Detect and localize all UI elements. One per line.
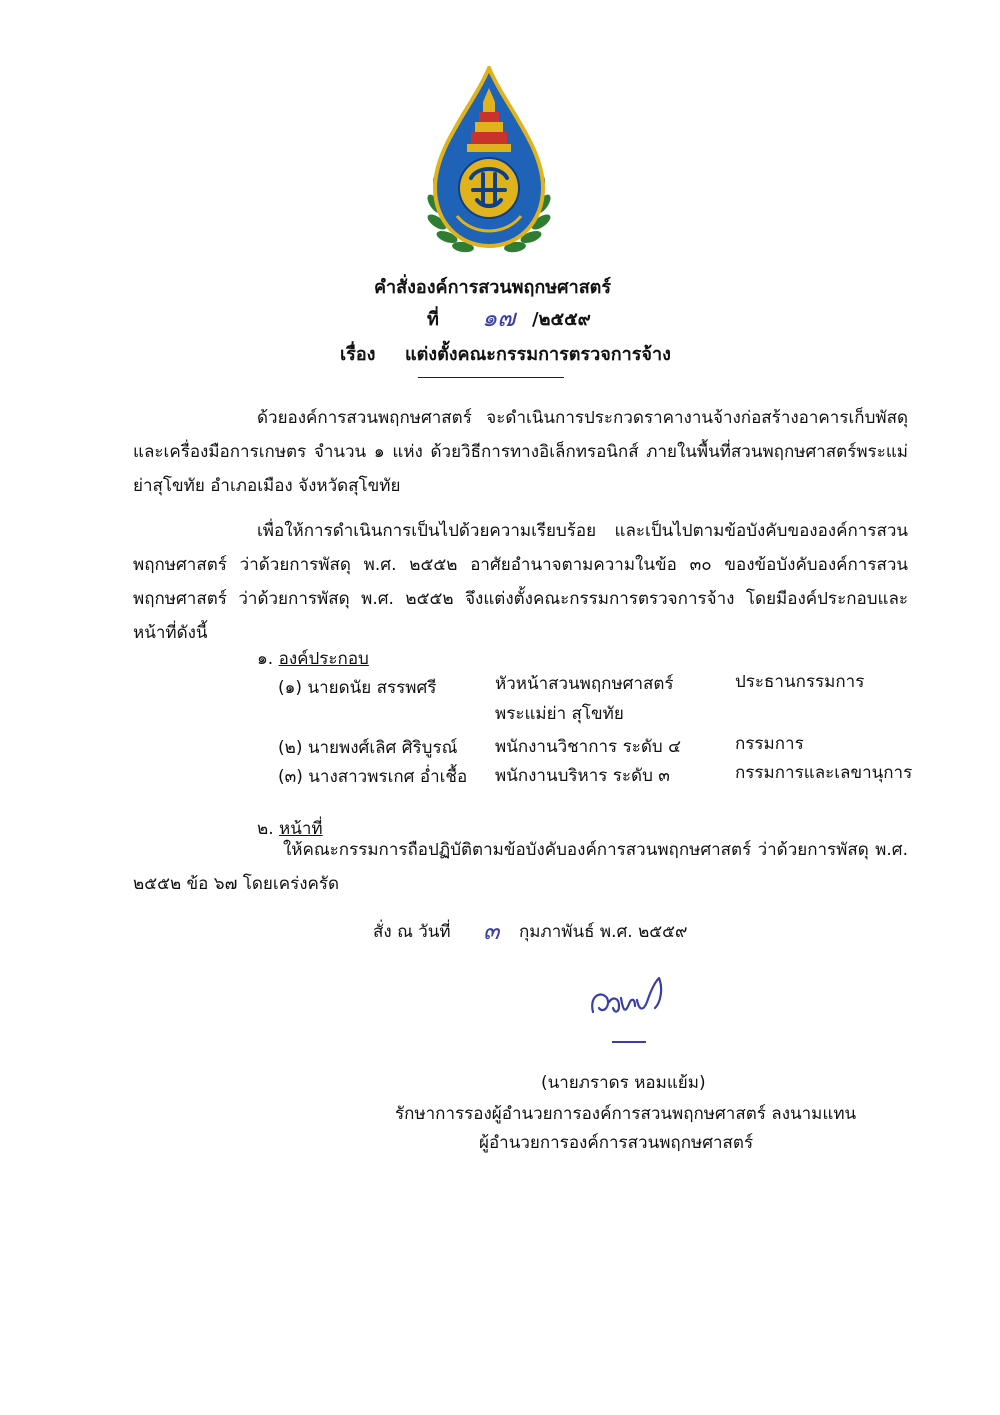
section-2-number: ๒. (257, 819, 274, 839)
handwritten-signature (585, 968, 675, 1034)
order-title: คำสั่งองค์การสวนพฤกษศาสตร์ (374, 277, 612, 298)
member-2-name-text: นายพงศ์เลิศ ศิริบูรณ์ (307, 738, 458, 758)
member-3-position: พนักงานบริหาร ระดับ ๓ (495, 766, 670, 786)
section-1-heading (257, 645, 369, 672)
member-1-position: หัวหน้าสวนพฤกษศาสตร์ (495, 674, 674, 694)
section-2-title: หน้าที่ (279, 819, 323, 839)
member-1-position-line2: พระแม่ย่า สุโขทัย (495, 704, 624, 724)
order-number-handwritten: ๑๗ (482, 304, 516, 332)
member-1-name-text: นายดนัย สรรพศรี (307, 678, 437, 698)
member-1-role: ประธานกรรมการ (735, 672, 865, 692)
order-date-day-handwritten: ๓ (483, 917, 500, 945)
section-2-paragraph (133, 833, 908, 901)
member-1-no: (๑) (278, 678, 303, 698)
member-3-name (278, 763, 467, 790)
signatory-title-line-2: ผู้อำนวยการองค์การสวนพฤกษศาสตร์ (479, 1133, 754, 1153)
paragraph-2 (133, 514, 908, 650)
paragraph-1-text: ด้วยองค์การสวนพฤกษศาสตร์ จะดำเนินการประกวดราคางานจ้างก่อสร้างอาคารเก็บพัสดุและเครื่องมือการเกษตร จำนวน ๑ แห่ง ด้วยวิธีการทางอิเล็กทรอนิกส์ ภายในพื้นที่สวนพฤกษศาสตร์พระแม่ย่าสุโขทัย อำเภอเมือง จังหวัดสุโขทัย (133, 408, 908, 496)
member-2-name (278, 734, 457, 761)
member-3-no: (๓) (278, 767, 303, 787)
section-1-number: ๑. (257, 649, 274, 669)
member-2-position: พนักงานวิชาการ ระดับ ๔ (495, 737, 681, 757)
paragraph-1 (133, 401, 908, 503)
header-separator (418, 377, 564, 378)
signature-underline (612, 1041, 646, 1043)
order-date-month-year: กุมภาพันธ์ พ.ศ. ๒๕๕๙ (519, 922, 688, 942)
member-3-name-text: นางสาวพรเกศ อ่ำเชื้อ (308, 767, 468, 787)
order-number-prefix: ที่ (427, 309, 439, 330)
member-2-no: (๒) (278, 738, 303, 758)
paragraph-2-text: เพื่อให้การดำเนินการเป็นไปด้วยความเรียบร้อย และเป็นไปตามข้อบังคับขององค์การสวนพฤกษศาสตร์ ว่าด้วยการพัสดุ พ.ศ. ๒๕๕๒ อาศัยอำนาจตามความในข้อ ๓๐ ของข้อบังคับองค์การสวนพฤกษศาสตร์ ว่าด้วยการพัสดุ พ.ศ. ๒๕๕๒ จึงแต่งตั้งคณะกรรมการตรวจการจ้าง โดยมีองค์ประกอบและหน้าที่ดังนี้ (133, 521, 908, 643)
member-3-role: กรรมการและเลขานุการ (735, 763, 913, 783)
order-number-year: /๒๕๕๙ (532, 309, 591, 330)
member-1-name (278, 674, 436, 701)
organization-logo-emblem (425, 66, 553, 256)
signatory-name: (นายภราดร หอมแย้ม) (541, 1073, 706, 1093)
section-2-text: ให้คณะกรรมการถือปฏิบัติตามข้อบังคับองค์การสวนพฤกษศาสตร์ ว่าด้วยการพัสดุ พ.ศ. ๒๕๕๒ ข้อ ๖๗ โดยเคร่งครัด (133, 840, 908, 894)
signatory-title-line-1: รักษาการรองผู้อำนวยการองค์การสวนพฤกษศาสตร์ ลงนามแทน (395, 1104, 857, 1124)
section-1-title: องค์ประกอบ (278, 649, 369, 669)
subject-text: แต่งตั้งคณะกรรมการตรวจการจ้าง (405, 344, 671, 365)
member-2-role: กรรมการ (735, 734, 804, 754)
subject-label: เรื่อง (340, 344, 376, 365)
order-date-prefix: สั่ง ณ วันที่ (373, 922, 451, 942)
